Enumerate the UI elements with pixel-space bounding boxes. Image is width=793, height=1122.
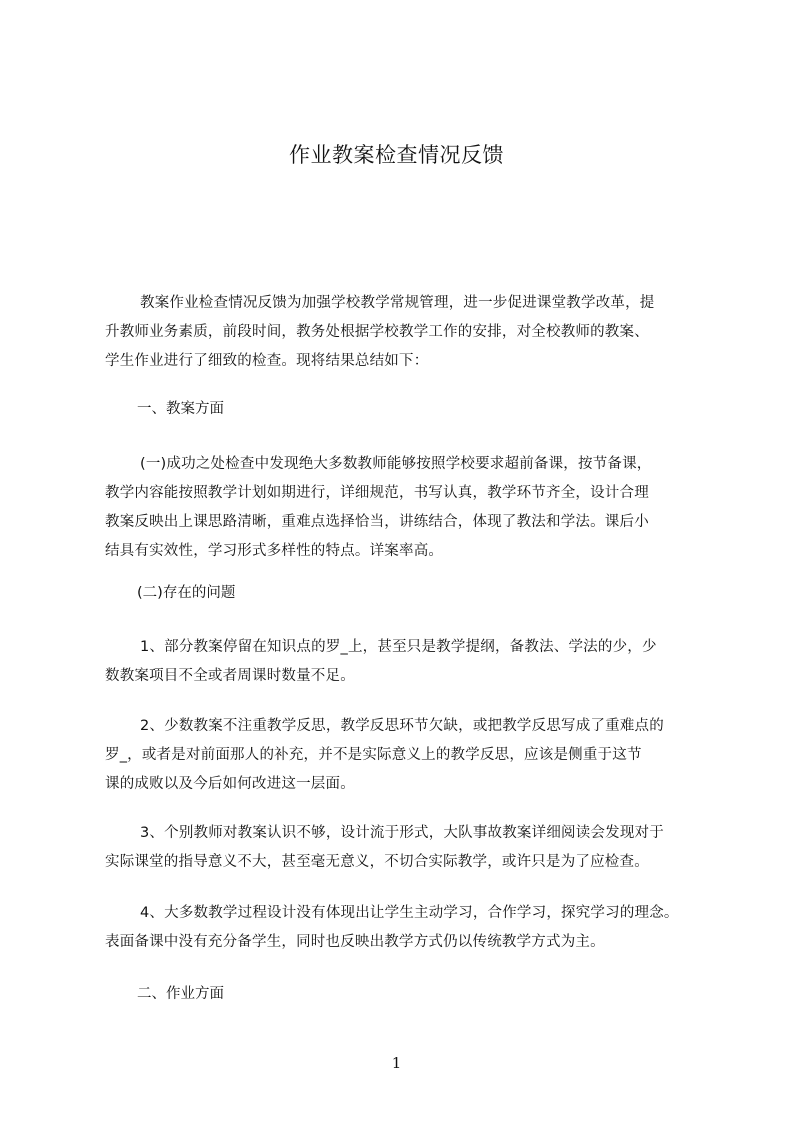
section-heading-lesson-plans: 一、教案方面 <box>137 401 224 417</box>
intro-paragraph <box>105 289 725 376</box>
text-line: 教案作业检查情况反馈为加强学校教学常规管理，进一步促进课堂教学改革，提 <box>140 295 655 311</box>
subsection-heading-problems: (二)存在的问题 <box>137 585 236 601</box>
text-line: 升教师业务素质，前段时间，教务处根据学校教学工作的安排，对全校教师的教案、 <box>105 324 649 340</box>
text-line: 4、大多数教学过程设计没有体现出让学生主动学习，合作学习，探究学习的理念。 <box>140 905 679 921</box>
text-line: 实际课堂的指导意义不大，甚至毫无意义，不切合实际教学，或许只是为了应检查。 <box>105 854 649 870</box>
text-line: 3、个别教师对教案认识不够，设计流于形式，大队事故教案详细阅读会发现对于 <box>140 825 664 841</box>
text-line: 表面备课中没有充分备学生，同时也反映出教学方式仍以传统教学方式为主。 <box>105 934 605 950</box>
text-line: 教案反映出上课思路清晰，重难点选择恰当，讲练结合，体现了教法和学法。课后小 <box>105 514 649 530</box>
problem-1-paragraph <box>105 633 725 691</box>
problem-3-paragraph <box>105 819 725 877</box>
section-heading-homework: 二、作业方面 <box>137 986 224 1002</box>
problem-2-paragraph <box>105 712 725 799</box>
text-line: 教学内容能按照教学计划如期进行，详细规范，书写认真，教学环节齐全，设计合理 <box>105 485 649 501</box>
text-line: 罗_，或者是对前面那人的补充，并不是实际意义上的教学反思，应该是侧重于这节 <box>105 747 642 763</box>
text-line: 2、少数教案不注重教学反思，教学反思环节欠缺，或把教学反思写成了重难点的 <box>140 718 664 734</box>
success-paragraph <box>105 450 725 566</box>
page-number: 1 <box>391 1054 402 1072</box>
text-line: 数教案项目不全或者周课时数量不足。 <box>105 668 355 684</box>
document-title: 作业教案检查情况反馈 <box>289 143 504 167</box>
problem-4-paragraph <box>105 899 725 957</box>
text-line: 学生作业进行了细致的检查。现将结果总结如下： <box>105 353 429 369</box>
text-line: 1、部分教案停留在知识点的罗_上，甚至只是教学提纲，备教法、学法的少，少 <box>140 639 657 655</box>
text-line: (一)成功之处检查中发现绝大多数教师能够按照学校要求超前备课，按节备课， <box>140 456 652 472</box>
text-line: 课的成败以及今后如何改进这一层面。 <box>105 776 355 792</box>
text-line: 结具有实效性，学习形式多样性的特点。详案率高。 <box>105 543 444 559</box>
